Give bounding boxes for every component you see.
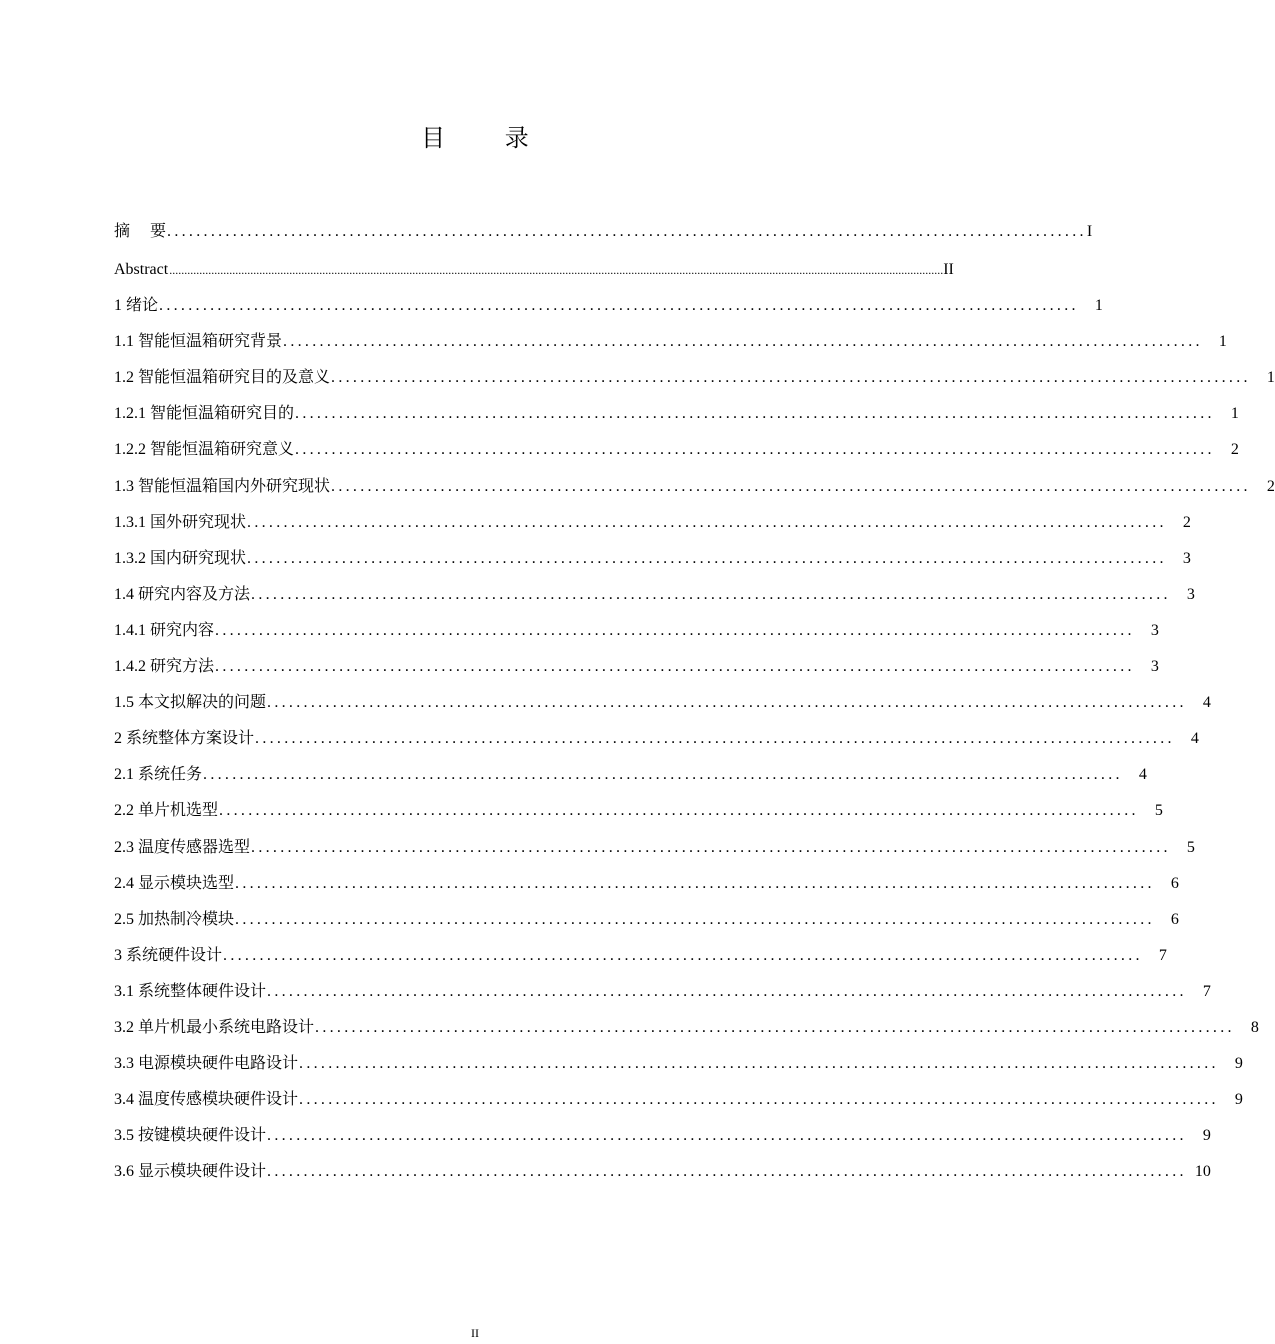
toc-leader-dots: .............................................................................................................................. (255, 730, 1175, 748)
toc-entry-page: 10 (1194, 1163, 1211, 1181)
toc-leader-dots: .............................................................................................................................. (267, 1127, 1187, 1145)
toc-leader-dots: .............................................................................................................................. (215, 621, 1135, 639)
toc-entry-label: 2.2 单片机选型 (114, 802, 219, 820)
toc-entry[interactable] (114, 683, 1211, 719)
toc-entry-page: 3 (1186, 585, 1195, 603)
toc-entry-page: 4 (1138, 766, 1147, 784)
toc-entry-page: I (1086, 223, 1093, 240)
toc-entry-page: 2 (1230, 441, 1239, 459)
toc-entry[interactable] (114, 1044, 1243, 1080)
toc-entry-label: 1.4.1 研究内容 (114, 621, 215, 639)
toc-entry[interactable] (114, 539, 1191, 575)
toc-entry-page: 3 (1182, 549, 1191, 567)
toc-entry-page: 9 (1234, 1055, 1243, 1073)
toc-entry-page: 2 (1182, 513, 1191, 531)
toc-leader-dots: .............................................................................................................................. (331, 369, 1251, 387)
toc-entry-label: 3.4 温度传感模块硬件设计 (114, 1091, 299, 1109)
toc-entry-label: 3.5 按键模块硬件设计 (114, 1127, 267, 1145)
toc-entry[interactable] (114, 791, 1163, 827)
toc-entry-page: 6 (1170, 874, 1179, 892)
toc-leader-dots: .............................................................................................................................. (159, 297, 1079, 315)
toc-leader-dots: .............................................................................................................................. (235, 910, 1155, 928)
toc-leader-dots: .............................................................................................................................. (167, 223, 1087, 240)
toc-entry-page: 1 (1094, 297, 1103, 315)
toc-leader-dots: .............................................................................................................................. (219, 802, 1139, 820)
toc-entry-page: 4 (1202, 694, 1211, 712)
table-of-contents (114, 208, 1275, 1188)
toc-entry-page: 1 (1230, 405, 1239, 423)
toc-leader-dots: .............................................................................................................................. (267, 1163, 1187, 1181)
toc-entry[interactable] (114, 322, 1227, 358)
toc-leader-dots: .............................................................................................................................. (251, 585, 1171, 603)
toc-entry[interactable] (114, 936, 1167, 972)
toc-entry[interactable] (114, 611, 1159, 647)
toc-entry-label: 2.3 温度传感器选型 (114, 838, 251, 856)
toc-entry[interactable] (114, 1080, 1243, 1116)
toc-entry-page: 5 (1186, 838, 1195, 856)
toc-entry[interactable] (114, 1008, 1259, 1044)
toc-entry[interactable] (114, 394, 1239, 430)
toc-entry[interactable] (114, 466, 1275, 502)
toc-leader-dots: .............................................................................................................................. (315, 1018, 1235, 1036)
toc-entry-page: 4 (1190, 730, 1199, 748)
page-number: II (471, 1326, 479, 1340)
page-title: 目 录 (421, 124, 555, 152)
toc-entry-page: 9 (1234, 1091, 1243, 1109)
toc-leader-dots: .............................................................................................................................. (283, 333, 1203, 351)
toc-entry-label: 1.5 本文拟解决的问题 (114, 694, 267, 712)
toc-leader-dots: .............................................................................................................................. (299, 1055, 1219, 1073)
toc-entry-label: 3.6 显示模块硬件设计 (114, 1163, 267, 1181)
toc-entry-page: 2 (1266, 477, 1275, 495)
toc-entry[interactable] (114, 358, 1275, 394)
toc-entry-label: 1.4.2 研究方法 (114, 658, 215, 676)
toc-leader-dots: .............................................................................................................................. (295, 405, 1215, 423)
toc-entry[interactable] (114, 1152, 1211, 1188)
toc-entry-label: 2.4 显示模块选型 (114, 874, 235, 892)
toc-entry-label: 3.3 电源模块硬件电路设计 (114, 1055, 299, 1073)
toc-entry-label: 1.1 智能恒温箱研究背景 (114, 333, 283, 351)
toc-leader-dots: .............................................................................................................................. (223, 946, 1143, 964)
toc-entry[interactable] (114, 900, 1179, 936)
toc-entry[interactable] (114, 503, 1191, 539)
toc-entry-label: 2 系统整体方案设计 (114, 730, 255, 748)
toc-entry-page: 6 (1170, 910, 1179, 928)
toc-entry-label: 1.4 研究内容及方法 (114, 585, 251, 603)
toc-leader-dots: .............................................................................................................................. (295, 441, 1215, 459)
toc-entry[interactable] (114, 286, 1103, 322)
toc-leader-dots: .............................................................................................................................. (251, 838, 1171, 856)
toc-entry[interactable] (114, 430, 1239, 466)
toc-entry[interactable] (114, 755, 1147, 791)
toc-leader-dots: .............................................................................................................................. (235, 874, 1155, 892)
toc-entry-label: 1.2.2 智能恒温箱研究意义 (114, 441, 295, 459)
toc-entry-label: 1.2.1 智能恒温箱研究目的 (114, 405, 295, 423)
toc-entry-page: 3 (1150, 621, 1159, 639)
toc-entry-label: 摘 要 (114, 223, 167, 240)
toc-entry[interactable] (114, 575, 1195, 611)
toc-entry-page: 1 (1266, 369, 1275, 387)
toc-entry-page: II (943, 261, 954, 278)
toc-entry-page: 7 (1158, 946, 1167, 964)
toc-entry-label: 3.2 单片机最小系统电路设计 (114, 1018, 315, 1036)
toc-entry-label: 3.1 系统整体硬件设计 (114, 982, 267, 1000)
toc-entry[interactable] (114, 1116, 1211, 1152)
toc-leader-dots: .................................................................................................................................................................................................................................................................. (169, 263, 944, 277)
toc-entry[interactable] (114, 647, 1159, 683)
toc-entry-label: 1.3 智能恒温箱国内外研究现状 (114, 477, 331, 495)
toc-leader-dots: .............................................................................................................................. (299, 1091, 1219, 1109)
toc-entry-page: 8 (1250, 1018, 1259, 1036)
toc-entry[interactable] (114, 248, 954, 286)
toc-entry-label: 1.2 智能恒温箱研究目的及意义 (114, 369, 331, 387)
toc-entry-page: 5 (1154, 802, 1163, 820)
toc-entry[interactable] (114, 719, 1199, 755)
toc-leader-dots: .............................................................................................................................. (331, 477, 1251, 495)
toc-entry-page: 3 (1150, 658, 1159, 676)
toc-leader-dots: .............................................................................................................................. (267, 694, 1187, 712)
toc-leader-dots: .............................................................................................................................. (247, 549, 1167, 567)
toc-entry-page: 9 (1202, 1127, 1211, 1145)
toc-entry[interactable] (114, 827, 1195, 863)
toc-leader-dots: .............................................................................................................................. (203, 766, 1123, 784)
toc-entry-page: 1 (1218, 333, 1227, 351)
toc-entry-label: 2.5 加热制冷模块 (114, 910, 235, 928)
toc-entry-label: 2.1 系统任务 (114, 766, 203, 784)
toc-entry[interactable] (114, 864, 1179, 900)
toc-entry[interactable] (114, 208, 1093, 248)
toc-entry[interactable] (114, 972, 1211, 1008)
toc-entry-label: 1.3.2 国内研究现状 (114, 549, 247, 567)
toc-leader-dots: .............................................................................................................................. (215, 658, 1135, 676)
toc-entry-label: 1.3.1 国外研究现状 (114, 513, 247, 531)
toc-leader-dots: .............................................................................................................................. (267, 982, 1187, 1000)
toc-entry-label: 3 系统硬件设计 (114, 946, 223, 964)
toc-entry-label: 1 绪论 (114, 297, 159, 315)
toc-leader-dots: .............................................................................................................................. (247, 513, 1167, 531)
toc-entry-label: Abstract (114, 261, 169, 278)
toc-entry-page: 7 (1202, 982, 1211, 1000)
